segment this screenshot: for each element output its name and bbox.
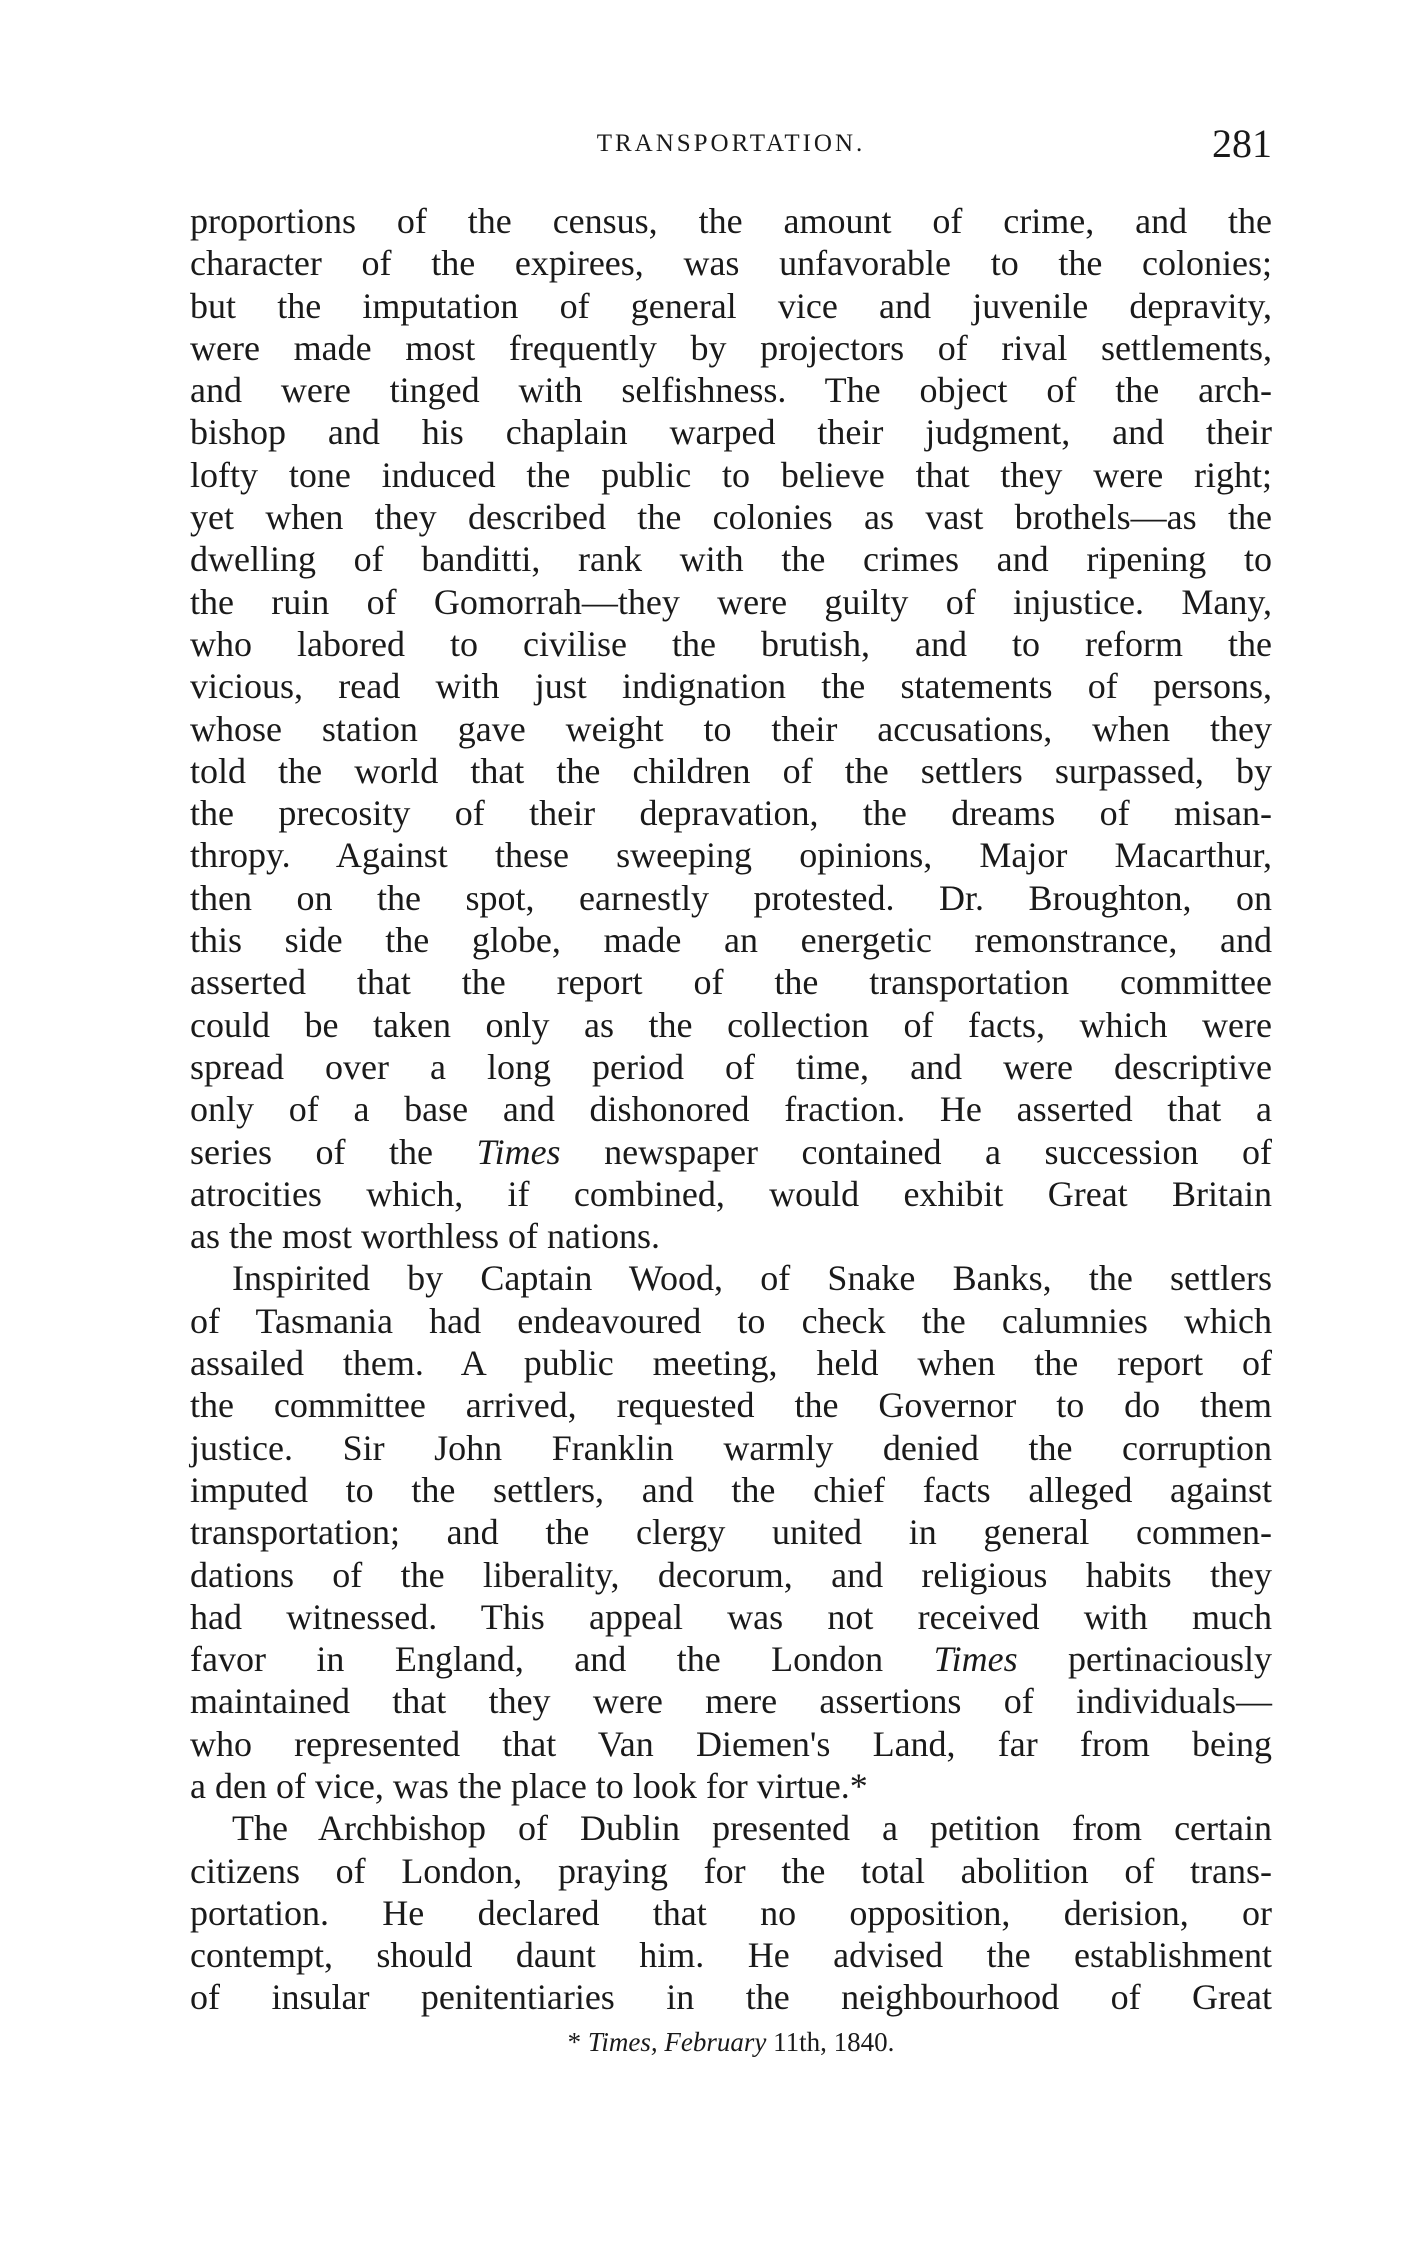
body-text	[190, 200, 1272, 2019]
text-line: assailed them. A public meeting, held when the report of	[190, 1343, 1272, 1384]
text-line: only of a base and dishonored fraction. He asserted that a	[190, 1089, 1272, 1130]
text-line: character of the expirees, was unfavorable to the colonies;	[190, 243, 1272, 284]
text-line: vicious, read with just indignation the statements of persons,	[190, 666, 1272, 707]
text-line: asserted that the report of the transportation committee	[190, 962, 1272, 1003]
footnote-source: Times,	[587, 2027, 658, 2057]
text-line: citizens of London, praying for the total abolition of trans-	[190, 1850, 1272, 1891]
text-line: imputed to the settlers, and the chief facts alleged against	[190, 1469, 1272, 1510]
text-line: who labored to civilise the brutish, and to reform the	[190, 623, 1272, 664]
footnote	[190, 2027, 1272, 2058]
text-line: thropy. Against these sweeping opinions, Major Macarthur,	[190, 835, 1272, 876]
text-line: justice. Sir John Franklin warmly denied the corruption	[190, 1427, 1272, 1468]
text-line: the committee arrived, requested the Governor to do them	[190, 1385, 1272, 1426]
text-line: the precosity of their depravation, the dreams of misan-	[190, 793, 1272, 834]
text-line: spread over a long period of time, and were descriptive	[190, 1046, 1272, 1087]
text-line: portation. He declared that no opposition, derision, or	[190, 1892, 1272, 1933]
text-line: maintained that they were mere assertions of individuals—	[190, 1681, 1272, 1722]
text-line: bishop and his chaplain warped their judgment, and their	[190, 412, 1272, 453]
text-line: but the imputation of general vice and juvenile depravity,	[190, 285, 1272, 326]
text-line: lofty tone induced the public to believe that they were right;	[190, 454, 1272, 495]
page-number: 281	[1212, 121, 1272, 166]
text-line: whose station gave weight to their accusations, when they	[190, 708, 1272, 749]
text-line: had witnessed. This appeal was not received with much	[190, 1596, 1272, 1637]
footnote-date: 11th, 1840.	[773, 2027, 895, 2057]
running-title: TRANSPORTATION.	[596, 130, 866, 157]
text-line: who represented that Van Diemen's Land, far from being	[190, 1723, 1272, 1764]
footnote-marker: *	[567, 2027, 582, 2057]
text-line: of Tasmania had endeavoured to check the calumnies which	[190, 1300, 1272, 1341]
text-line: transportation; and the clergy united in general commen-	[190, 1512, 1272, 1553]
italic-times: Times	[933, 1639, 1018, 1680]
text-line: The Archbishop of Dublin presented a petition from certain	[232, 1808, 1272, 1849]
text-line: dations of the liberality, decorum, and religious habits they	[190, 1554, 1272, 1595]
text-line: series of the Times newspaper contained a succession of	[190, 1131, 1273, 1172]
text-line: then on the spot, earnestly protested. Dr. Broughton, on	[190, 877, 1272, 918]
text-line: contempt, should daunt him. He advised the establishment	[190, 1935, 1272, 1976]
text-line: the ruin of Gomorrah—they were guilty of injustice. Many,	[190, 581, 1272, 622]
text-line: dwelling of banditti, rank with the crimes and ripening to	[190, 539, 1272, 580]
footnote-month: February	[664, 2027, 767, 2057]
text-line: told the world that the children of the settlers surpassed, by	[190, 750, 1272, 791]
text-line: were made most frequently by projectors of rival settlements,	[190, 327, 1272, 368]
text-line: favor in England, and the London Times pertinaciously	[190, 1639, 1272, 1680]
text-line: proportions of the census, the amount of crime, and the	[190, 201, 1272, 241]
text-line: yet when they described the colonies as vast brothels—as the	[190, 497, 1272, 538]
text-line: atrocities which, if combined, would exhibit Great Britain	[190, 1173, 1272, 1214]
text-line: and were tinged with selfishness. The object of the arch-	[190, 370, 1272, 411]
text-line: this side the globe, made an energetic remonstrance, and	[190, 920, 1272, 961]
running-head	[190, 120, 1272, 180]
text-line: Inspirited by Captain Wood, of Snake Banks, the settlers	[232, 1258, 1272, 1299]
text-line: of insular penitentiaries in the neighbourhood of Great	[190, 1977, 1272, 2018]
italic-times: Times	[476, 1131, 561, 1172]
text-line: a den of vice, was the place to look for virtue.*	[190, 1765, 868, 1806]
text-line: could be taken only as the collection of facts, which were	[190, 1004, 1272, 1045]
text-line: as the most worthless of nations.	[190, 1216, 660, 1257]
